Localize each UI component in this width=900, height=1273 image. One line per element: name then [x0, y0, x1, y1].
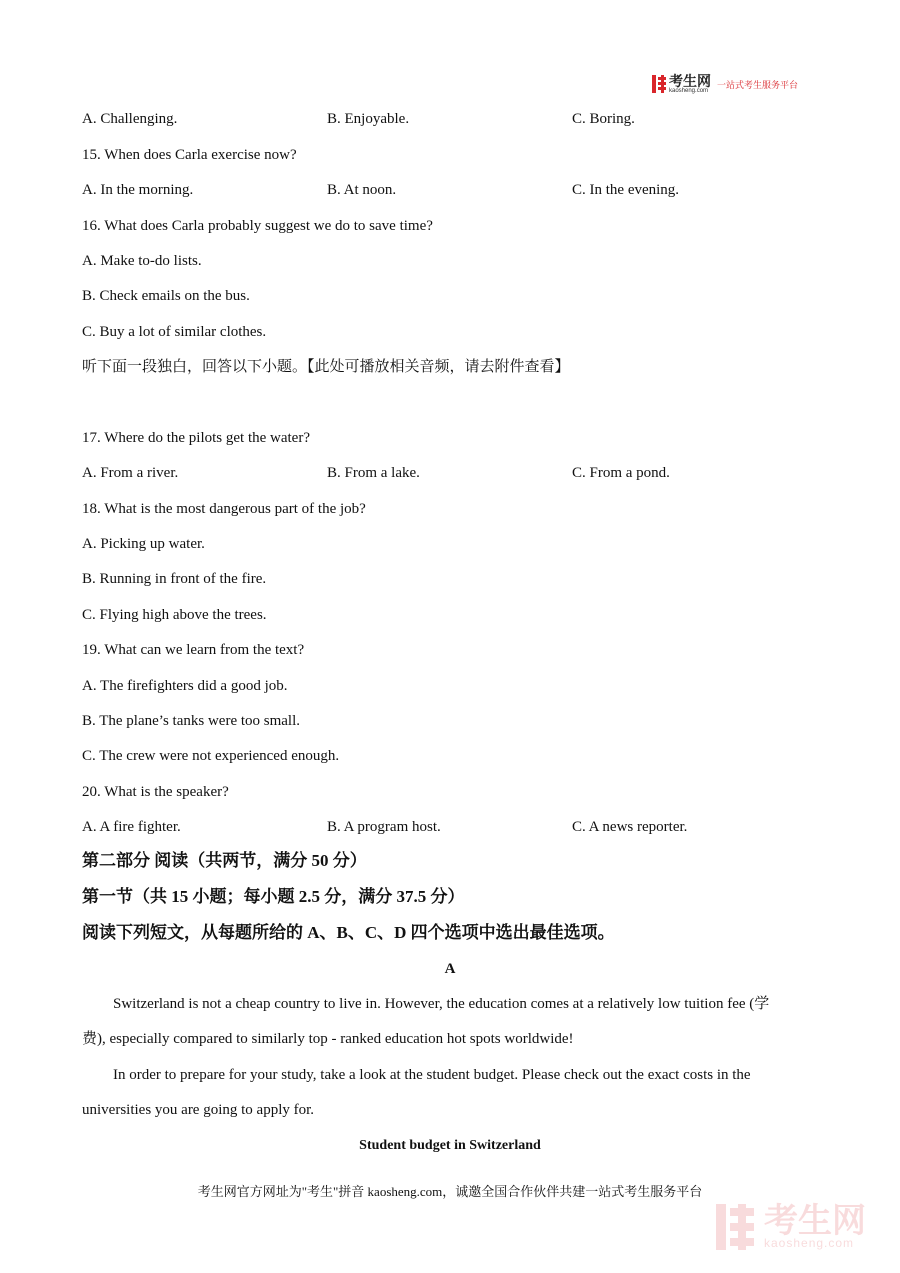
option-b: B. From a lake. — [327, 465, 420, 481]
watermark-domain: kaosheng.com — [764, 1235, 855, 1250]
option-a: A. Challenging. — [82, 111, 178, 127]
q19-question: 19. What can we learn from the text? — [82, 642, 305, 658]
kaosheng-logo-icon — [652, 75, 666, 93]
option-a: A. From a river. — [82, 465, 179, 481]
logo-slogan: 一站式考生服务平台 — [717, 80, 799, 91]
option-c: C. Boring. — [572, 111, 635, 127]
q16-question: 16. What does Carla probably suggest we do to save time? — [82, 218, 433, 234]
section1-heading: 第一节（共 15 小题；每小题 2.5 分，满分 37.5 分） — [82, 887, 465, 906]
logo-domain: kaosheng.com — [669, 87, 709, 94]
watermark — [716, 1201, 866, 1250]
logo-text — [669, 74, 711, 95]
page-footer: 考生网官方网址为"考生"拼音 kaosheng.com，诚邀全国合作伙伴共建一站式考生服务平台 — [197, 1184, 703, 1199]
passage-para2-line1: In order to prepare for your study, take a look at the student budget. Please check out the exact costs in the — [113, 1067, 751, 1083]
option-c: C. In the evening. — [572, 182, 680, 198]
q18-question: 18. What is the most dangerous part of the job? — [82, 501, 366, 517]
q18-option-b: B. Running in front of the fire. — [82, 571, 267, 587]
option-b: B. At noon. — [327, 182, 397, 198]
part2-heading: 第二部分 阅读（共两节，满分 50 分） — [82, 851, 367, 870]
passage-para1-line2: 费), especially compared to similarly top - ranked education hot spots worldwide! — [82, 1031, 574, 1047]
watermark-logo-icon — [716, 1204, 756, 1250]
passage-para1-line1: Switzerland is not a cheap country to live in. However, the education comes at a relatively low tuition fee (学 — [113, 996, 770, 1012]
header-logo — [652, 72, 798, 96]
watermark-name: 考生网 — [764, 1201, 866, 1240]
table-title: Student budget in Switzerland — [359, 1138, 541, 1153]
option-b: B. A program host. — [327, 819, 441, 835]
option-c: C. From a pond. — [572, 465, 670, 481]
q19-option-c: C. The crew were not experienced enough. — [82, 748, 340, 764]
option-b: B. Enjoyable. — [327, 111, 410, 127]
watermark-text — [764, 1201, 866, 1250]
q18-option-a: A. Picking up water. — [82, 536, 205, 552]
option-a: A. A fire fighter. — [82, 819, 181, 835]
monologue-instruction: 听下面一段独白，回答以下小题。【此处可播放相关音频，请去附件查看】 — [82, 359, 570, 375]
option-a: A. In the morning. — [82, 182, 194, 198]
q19-option-b: B. The plane’s tanks were too small. — [82, 713, 301, 729]
q20-question: 20. What is the speaker? — [82, 784, 229, 800]
q16-option-a: A. Make to-do lists. — [82, 253, 202, 269]
reading-instruction: 阅读下列短文，从每题所给的 A、B、C、D 四个选项中选出最佳选项。 — [82, 923, 615, 942]
q15-question: 15. When does Carla exercise now? — [82, 147, 297, 163]
q18-option-c: C. Flying high above the trees. — [82, 607, 267, 623]
logo-name: 考生网 — [669, 72, 711, 89]
passage-para2-line2: universities you are going to apply for. — [82, 1102, 315, 1118]
q19-option-a: A. The firefighters did a good job. — [82, 678, 288, 694]
q16-option-c: C. Buy a lot of similar clothes. — [82, 324, 267, 340]
passage-label: A — [444, 961, 456, 977]
option-c: C. A news reporter. — [572, 819, 688, 835]
q16-option-b: B. Check emails on the bus. — [82, 288, 250, 304]
q17-question: 17. Where do the pilots get the water? — [82, 430, 310, 446]
